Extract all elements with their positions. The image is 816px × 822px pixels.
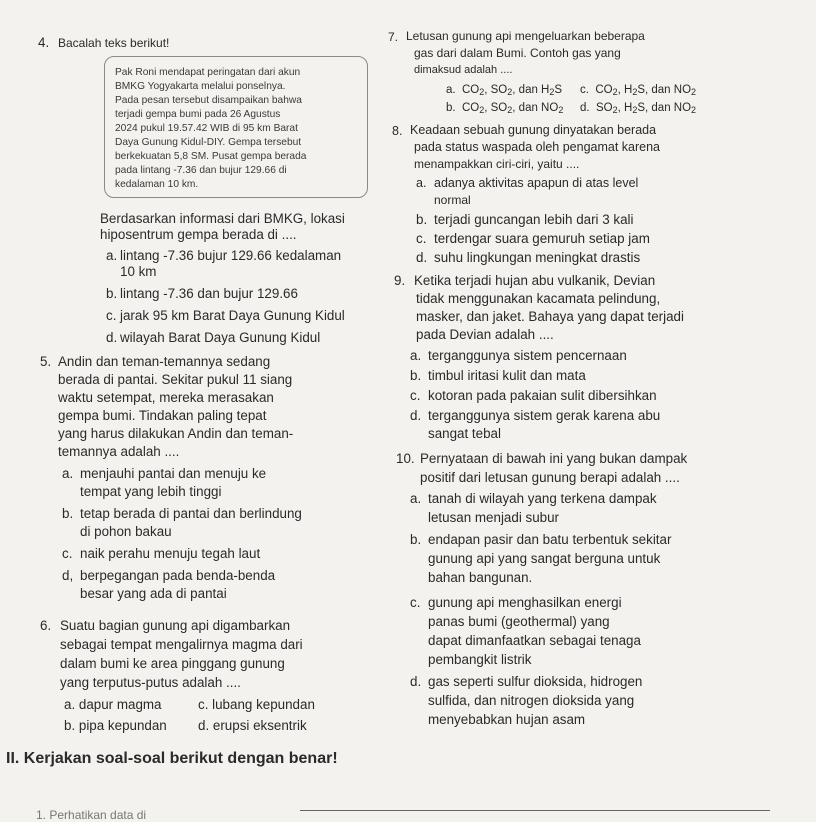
formula-sub: 2: [612, 87, 618, 97]
option-text: normal: [434, 193, 471, 207]
q6-line: yang terputus-putus adalah ....: [60, 675, 241, 690]
q6-line: Suatu bagian gunung api digambarkan: [60, 618, 291, 633]
q5-line: waktu setempat, mereka merasakan: [58, 390, 274, 405]
option-text: gas seperti sulfur dioksida, hidrogen: [428, 674, 643, 689]
option-text: wilayah Barat Daya Gunung Kidul: [120, 330, 321, 345]
option-text: c. lubang kepundan: [198, 697, 315, 712]
q10-line: Pernyataan di bawah ini yang bukan dampak: [420, 451, 688, 466]
q8-line: Keadaan sebuah gunung dinyatakan berada: [410, 123, 657, 137]
option-text: besar yang ada di pantai: [80, 586, 227, 601]
q7-line: gas dari dalam Bumi. Contoh gas yang: [414, 46, 621, 60]
q4-number: 4.: [38, 35, 50, 50]
q7-line: Letusan gunung api mengeluarkan beberapa: [406, 29, 645, 43]
option-letter: c.: [410, 595, 421, 610]
formula-part: , dan NO: [512, 102, 559, 114]
formula-sub: 2: [507, 105, 513, 115]
section-heading: II. Kerjakan soal-soal berikut dengan benar!: [6, 750, 338, 767]
formula-part: CO: [461, 102, 480, 114]
box-line: terjadi gempa bumi pada 26 Agustus: [115, 109, 281, 120]
q4-question-line: hiposentrum gempa berada di ....: [100, 227, 297, 242]
formula-part: S, dan NO: [637, 102, 692, 114]
option-letter: c.: [106, 308, 117, 323]
option-text: tanah di wilayah yang terkena dampak: [428, 491, 657, 506]
option-text: dapat dimanfaatkan sebagai tenaga: [428, 633, 641, 648]
formula-sub: 2: [479, 87, 485, 97]
option-text: endapan pasir dan batu terbentuk sekitar: [428, 532, 672, 547]
formula-part: CO: [461, 84, 480, 96]
q5-line: yang harus dilakukan Andin dan teman-: [58, 426, 294, 441]
option-letter: b.: [106, 286, 118, 301]
option-letter: b.: [410, 368, 422, 383]
box-line: BMKG Yogyakarta melalui ponselnya.: [115, 81, 286, 92]
q5-number: 5.: [40, 354, 52, 369]
option-text: gunung api yang sangat berguna untuk: [428, 551, 661, 566]
option-text: a. dapur magma: [64, 697, 162, 712]
formula-part: , H: [617, 102, 633, 114]
q7-number: 7.: [388, 30, 399, 44]
option-text: di pohon bakau: [80, 524, 172, 539]
box-line: kedalaman 10 km.: [115, 179, 199, 190]
option-text: terganggunya sistem gerak karena abu: [428, 408, 661, 423]
option-text: letusan menjadi subur: [428, 510, 560, 525]
q4-info-box: [104, 56, 368, 198]
formula-part: CO: [595, 84, 613, 96]
q8-number: 8.: [392, 124, 403, 138]
option-letter: d.: [416, 250, 428, 265]
option-letter: c.: [580, 84, 589, 96]
option-text: 10 km: [120, 264, 157, 279]
option-text: adanya aktivitas apapun di atas level: [434, 176, 639, 190]
box-line: Pak Roni mendapat peringatan dari akun: [115, 67, 301, 78]
formula-part: SO: [595, 102, 613, 114]
option-text: terganggunya sistem pencernaan: [428, 348, 627, 363]
box-line: Pada pesan tersebut disampaikan bahwa: [115, 95, 302, 106]
option-letter: c.: [62, 546, 73, 561]
q7-option-c: [580, 82, 696, 100]
option-letter: b.: [410, 532, 422, 547]
option-letter: a.: [410, 348, 422, 363]
q7-option-a: [446, 82, 562, 100]
option-letter: c.: [416, 231, 427, 246]
option-text: lintang -7.36 bujur 129.66 kedalaman: [120, 248, 342, 263]
formula-sub: 2: [632, 87, 638, 97]
option-text: menyebabkan hujan asam: [428, 712, 586, 727]
option-text: pembangkit listrik: [428, 652, 532, 667]
option-letter: a.: [106, 248, 118, 263]
q5-line: gempa bumi. Tindakan paling tepat: [58, 408, 267, 423]
option-text: tetap berada di pantai dan berlindung: [80, 506, 302, 521]
q6-line: dalam bumi ke area pinggang gunung: [60, 656, 285, 671]
q9-line: Ketika terjadi hujan abu vulkanik, Devian: [414, 273, 656, 288]
q10-line: positif dari letusan gunung berapi adalah ....: [420, 470, 680, 485]
q7-option-d: [580, 100, 696, 118]
formula-sub: 2: [479, 105, 485, 115]
formula-sub: 2: [549, 87, 555, 97]
formula-sub: 2: [507, 87, 513, 97]
box-line: Daya Gunung Kidul-DIY. Gempa tersebut: [115, 137, 302, 148]
option-text: menjauhi pantai dan menuju ke: [80, 466, 267, 481]
option-letter: c.: [410, 388, 421, 403]
box-line: berkekuatan 5,8 SM. Pusat gempa berada: [115, 151, 307, 162]
option-letter: a.: [62, 466, 74, 481]
q10-number: 10.: [396, 451, 415, 466]
divider: [300, 810, 770, 811]
box-line: 2024 pukul 19.57.42 WIB di 95 km Barat: [115, 123, 298, 134]
option-letter: d.: [106, 330, 118, 345]
q5-line: Andin dan teman-temannya sedang: [58, 354, 271, 369]
q7-line: dimaksud adalah ....: [414, 64, 513, 76]
q9-line: masker, dan jaket. Bahaya yang dapat terjadi: [416, 309, 684, 324]
formula-sub: 2: [612, 105, 618, 115]
option-letter: d.: [580, 102, 590, 114]
formula-sub: 2: [632, 105, 638, 115]
formula-part: , SO: [484, 84, 508, 96]
option-text: suhu lingkungan meningkat drastis: [434, 250, 641, 265]
option-text: b. pipa kepundan: [64, 718, 167, 733]
option-letter: b.: [416, 212, 428, 227]
option-letter: a.: [416, 176, 427, 190]
q8-line: pada status waspada oleh pengamat karena: [414, 140, 661, 154]
option-letter: a.: [410, 491, 422, 506]
q9-line: tidak menggunakan kacamata pelindung,: [416, 291, 661, 306]
option-text: berpegangan pada benda-benda: [80, 568, 276, 583]
q7-option-b: [446, 100, 563, 118]
option-text: terdengar suara gemuruh setiap jam: [434, 231, 650, 246]
formula-part: , H: [617, 84, 633, 96]
option-text: sulfida, dan nitrogen dioksida yang: [428, 693, 635, 708]
formula-part: S, dan NO: [637, 84, 692, 96]
option-text: terjadi guncangan lebih dari 3 kali: [434, 212, 634, 227]
formula-sub: 2: [558, 105, 564, 115]
q8-line: menampakkan ciri-ciri, yaitu ....: [414, 157, 580, 171]
option-text: panas bumi (geothermal) yang: [428, 614, 610, 629]
q6-line: sebagai tempat mengalirnya magma dari: [60, 637, 303, 652]
option-letter: d.: [410, 408, 422, 423]
option-text: timbul iritasi kulit dan mata: [428, 368, 586, 383]
option-letter: d,: [62, 568, 74, 583]
q4-question-line: Berdasarkan informasi dari BMKG, lokasi: [100, 211, 345, 226]
formula-part: , SO: [484, 102, 508, 114]
section-first-item: 1. Perhatikan data di: [36, 808, 147, 822]
option-text: bahan bangunan.: [428, 570, 533, 585]
option-letter: d.: [410, 674, 422, 689]
option-text: lintang -7.36 dan bujur 129.66: [120, 286, 298, 301]
option-letter: b.: [446, 102, 456, 114]
formula-sub: 2: [691, 105, 697, 115]
box-line: pada lintang -7.36 dan bujur 129.66 di: [115, 165, 287, 176]
option-text: naik perahu menuju tegah laut: [80, 546, 261, 561]
q9-line: pada Devian adalah ....: [416, 327, 554, 342]
option-text: gunung api menghasilkan energi: [428, 595, 622, 610]
q5-line: temannya adalah ....: [58, 444, 180, 459]
option-text: sangat tebal: [428, 426, 501, 441]
formula-sub: 2: [691, 87, 697, 97]
option-text: d. erupsi eksentrik: [198, 718, 307, 733]
formula-part: S: [554, 84, 563, 96]
q4-stem: Bacalah teks berikut!: [58, 36, 170, 50]
option-letter: a.: [446, 84, 456, 96]
option-text: kotoran pada pakaian sulit dibersihkan: [428, 388, 657, 403]
q6-number: 6.: [40, 618, 52, 633]
q9-number: 9.: [394, 273, 406, 288]
option-text: jarak 95 km Barat Daya Gunung Kidul: [120, 308, 345, 323]
option-text: tempat yang lebih tinggi: [80, 484, 222, 499]
formula-part: , dan H: [512, 84, 550, 96]
option-letter: b.: [62, 506, 74, 521]
q5-line: berada di pantai. Sekitar pukul 11 siang: [58, 372, 293, 387]
